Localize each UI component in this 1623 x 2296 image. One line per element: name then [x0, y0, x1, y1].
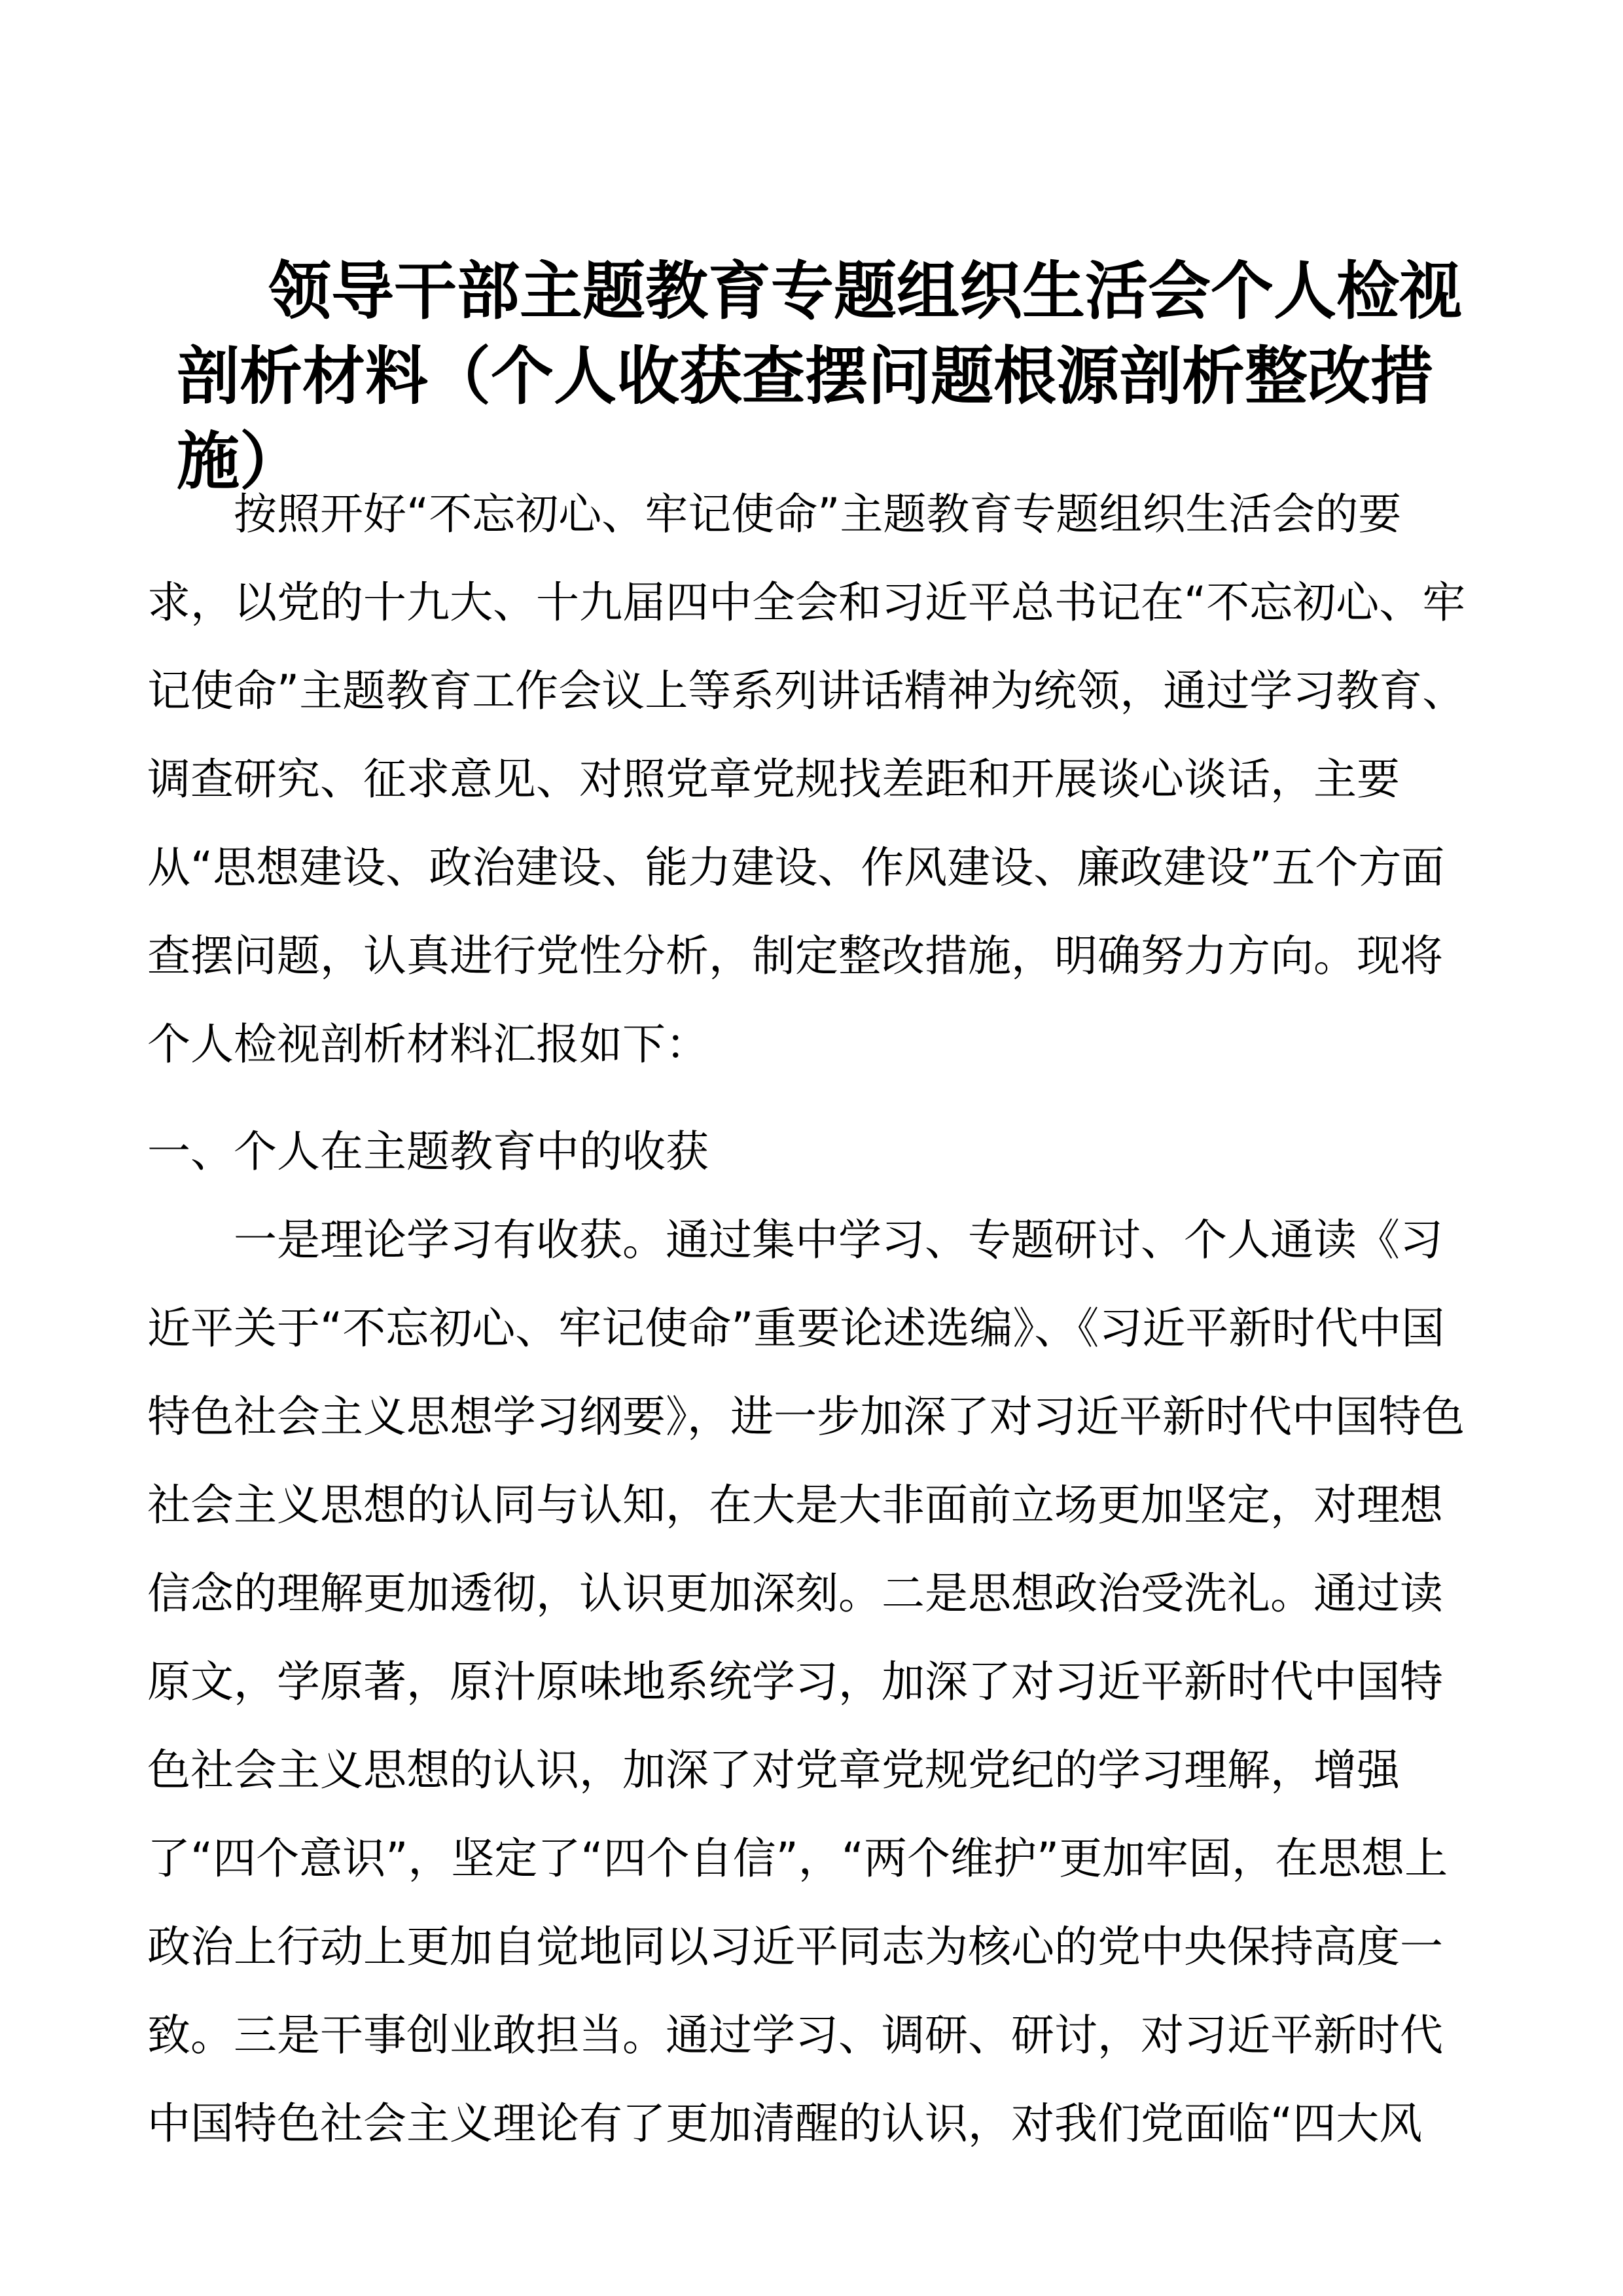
section-heading: 一、个人在主题教育中的收获: [147, 1126, 709, 1177]
section-paragraph: 一是理论学习有收获。通过集中学习、专题研讨、个人通读《习近平关于“不忘初心、牢记使命”重要论述选编》、《习近平新时代中国特色社会主义思想学习纲要》，进一步加深了对习近平新时代中国特色社会主义思想的认同与认知，在大是大非面前立场更加坚定，对理想信念的理解更加透彻，认识更加深刻。二是思想政治受洗礼。通过读原文，学原著，原汁原味地系统学习，加深了对习近平新时代中国特色社会主义思想的认识，加深了对党章党规党纪的学习理解，增强了“四个意识”，坚定了“四个自信”，“两个维护”更加牢固，在思想上政治上行动上更加自觉地同以习近平同志为核心的党中央保持高度一致。三是干事创业敢担当。通过学习、调研、研讨，对习近平新时代中国特色社会主义理论有了更加清醒的认识，对我们党面临“四大风: [147, 1215, 1465, 2149]
document-title: 领导干部主题教育专题组织生活会个人检视剖析材料（个人收获查摆问题根源剖析整改措施）: [177, 255, 1462, 498]
intro-paragraph: 按照开好“不忘初心、牢记使命”主题教育专题组织生活会的要求，以党的十九大、十九届四中全会和习近平总书记在“不忘初心、牢记使命”主题教育工作会议上等系列讲话精神为统领，通过学习教育、调查研究、征求意见、对照党章党规找差距和开展谈心谈话，主要从“思想建设、政治建设、能力建设、作风建设、廉政建设”五个方面查摆问题，认真进行党性分析，制定整改措施，明确努力方向。现将个人检视剖析材料汇报如下：: [147, 489, 1466, 1069]
